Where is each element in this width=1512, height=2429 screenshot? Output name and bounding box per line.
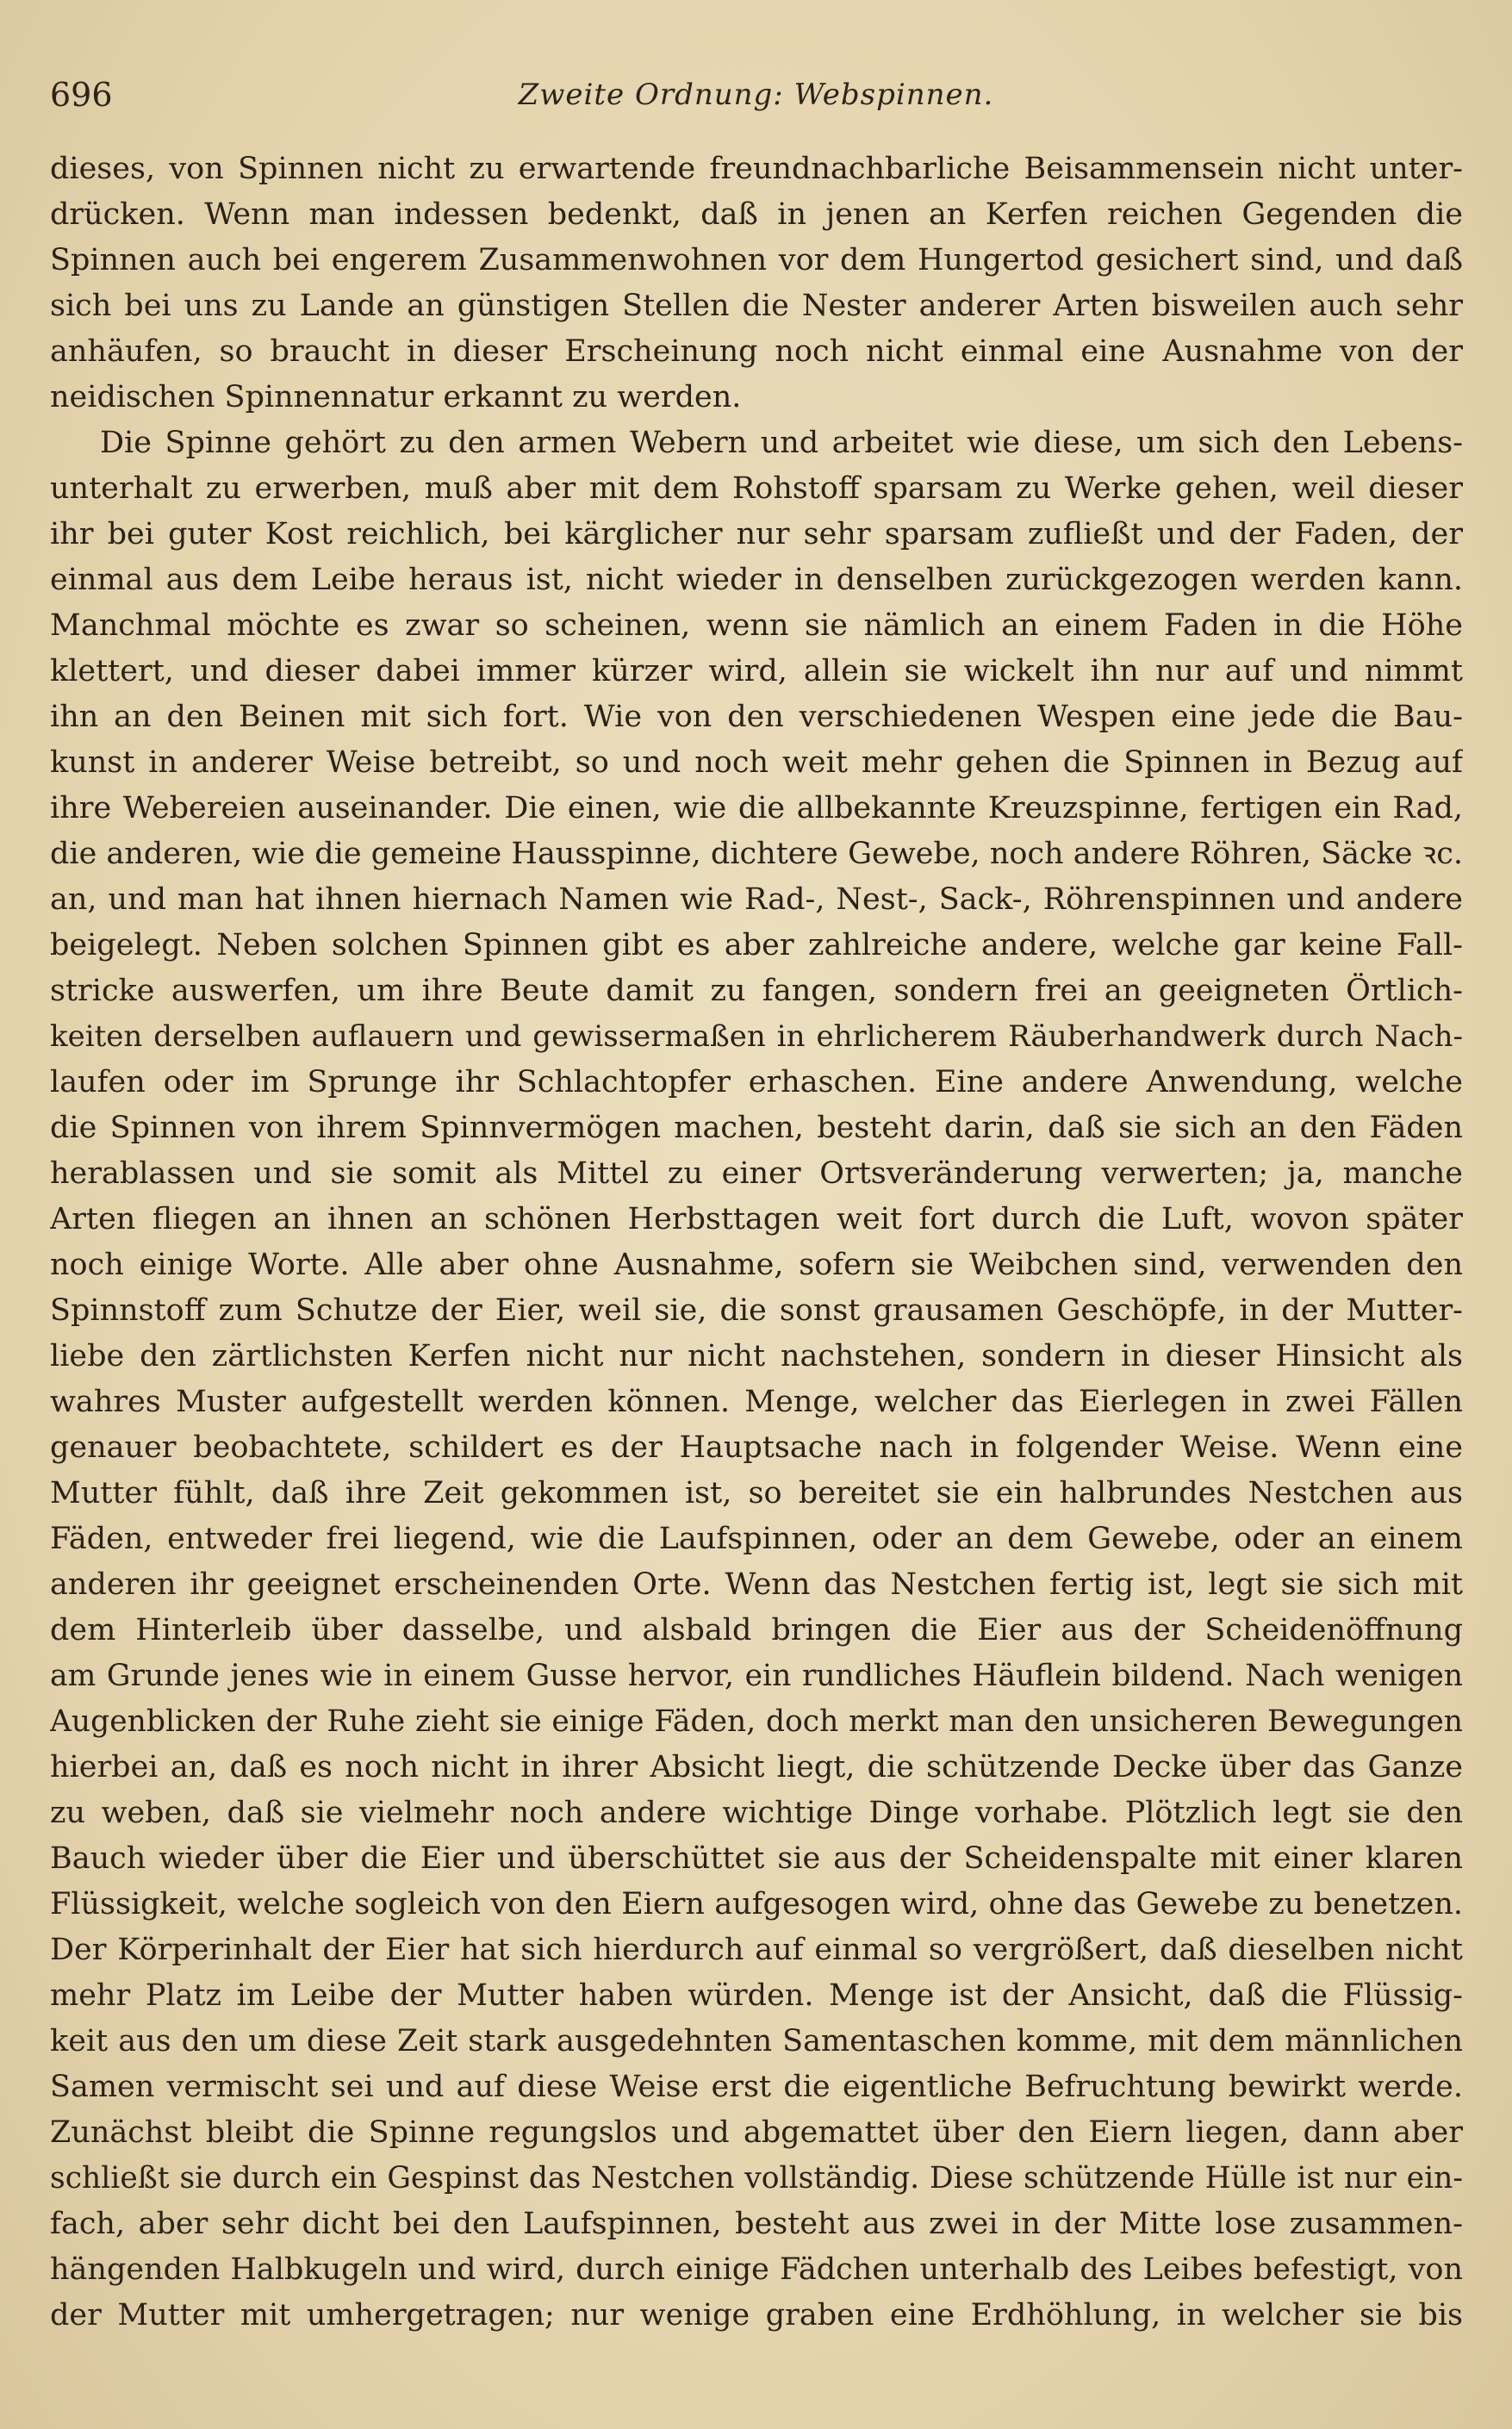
text-line: anderen ihr geeignet erscheinenden Orte. Wenn das Nestchen fertig ist, legt sie sich mit — [50, 1567, 1463, 1602]
text-line: genauer beobachtete, schildert es der Hauptsache nach in folgender Weise. Wenn eine — [50, 1430, 1463, 1465]
text-line: Augenblicken der Ruhe zieht sie einige Fäden, doch merkt man den unsicheren Bewegungen — [50, 1704, 1463, 1739]
paragraph — [50, 146, 1463, 420]
text-line: Bauch wieder über die Eier und überschüttet sie aus der Scheidenspalte mit einer klaren — [50, 1841, 1463, 1876]
text-line: Fäden, entweder frei liegend, wie die Laufspinnen, oder an dem Gewebe, oder an einem — [50, 1522, 1463, 1556]
text-line: dem Hinterleib über dasselbe, und alsbald bringen die Eier aus der Scheidenöffnung — [50, 1613, 1463, 1647]
page-header — [50, 76, 1462, 119]
text-line: die anderen, wie die gemeine Hausspinne, dichtere Gewebe, noch andere Röhren, Säcke ꝛc. — [50, 837, 1463, 871]
text-line: Die Spinne gehört zu den armen Webern und arbeitet wie diese, um sich den Lebens- — [100, 426, 1463, 460]
paragraph — [50, 420, 1463, 2339]
text-line: anhäufen, so braucht in dieser Erscheinung noch nicht einmal eine Ausnahme von der — [50, 334, 1463, 369]
text-line: einmal aus dem Leibe heraus ist, nicht wieder in denselben zurückgezogen werden kann. — [50, 563, 1463, 597]
text-line: Mutter fühlt, daß ihre Zeit gekommen ist, so bereitet sie ein halbrundes Nestchen aus — [50, 1476, 1463, 1510]
text-line: die Spinnen von ihrem Spinnvermögen machen, besteht darin, daß sie sich an den Fäden — [50, 1111, 1463, 1145]
text-line: herablassen und sie somit als Mittel zu einer Ortsveränderung verwerten; ja, manche — [50, 1156, 1463, 1191]
text-line: Spinnstoff zum Schutze der Eier, weil sie, die sonst grausamen Geschöpfe, in der Mutter- — [50, 1293, 1463, 1328]
text-line: beigelegt. Neben solchen Spinnen gibt es aber zahlreiche andere, welche gar keine Fall- — [50, 928, 1463, 962]
text-line: wahres Muster aufgestellt werden können. Menge, welcher das Eierlegen in zwei Fällen — [50, 1385, 1463, 1419]
text-line: Samen vermischt sei und auf diese Weise erst die eigentliche Befruchtung bewirkt werde. — [50, 2070, 1463, 2104]
text-line: dieses, von Spinnen nicht zu erwartende freundnachbarliche Beisammensein nicht unter- — [50, 152, 1463, 186]
text-line: ihr bei guter Kost reichlich, bei kärglicher nur sehr sparsam zufließt und der Faden, der — [50, 517, 1463, 551]
body-text — [50, 146, 1463, 2339]
text-line: noch einige Worte. Alle aber ohne Ausnahme, sofern sie Weibchen sind, verwenden den — [50, 1248, 1463, 1282]
text-line: keiten derselben auflauern und gewissermaßen in ehrlicherem Räuberhandwerk durch Nach- — [50, 1019, 1463, 1054]
text-line: hängenden Halbkugeln und wird, durch einige Fädchen unterhalb des Leibes befestigt, von — [50, 2252, 1463, 2287]
text-line: Manchmal möchte es zwar so scheinen, wenn sie nämlich an einem Faden in die Höhe — [50, 608, 1463, 643]
text-line: keit aus den um diese Zeit stark ausgedehnten Samentaschen komme, mit dem männlichen — [50, 2024, 1463, 2058]
text-line: an, und man hat ihnen hiernach Namen wie Rad-, Nest-, Sack-, Röhrenspinnen und andere — [50, 882, 1463, 917]
text-line: schließt sie durch ein Gespinst das Nestchen vollständig. Diese schützende Hülle ist nur ein- — [50, 2161, 1463, 2195]
text-line: ihn an den Beinen mit sich fort. Wie von den verschiedenen Wespen eine jede die Bau- — [50, 700, 1463, 734]
text-line: am Grunde jenes wie in einem Gusse hervor, ein rundliches Häuflein bildend. Nach wenigen — [50, 1659, 1463, 1693]
text-line: ihre Webereien auseinander. Die einen, wie die allbekannte Kreuzspinne, fertigen ein Rad, — [50, 791, 1463, 825]
page-number: 696 — [50, 76, 113, 114]
text-line: stricke auswerfen, um ihre Beute damit zu fangen, sondern frei an geeigneten Örtlich- — [50, 974, 1463, 1008]
text-line: Zunächst bleibt die Spinne regungslos und abgemattet über den Eiern liegen, dann aber — [50, 2115, 1463, 2150]
text-line: laufen oder im Sprunge ihr Schlachtopfer erhaschen. Eine andere Anwendung, welche — [50, 1065, 1463, 1099]
text-line: sich bei uns zu Lande an günstigen Stellen die Nester anderer Arten bisweilen auch sehr — [50, 289, 1463, 323]
text-line: hierbei an, daß es noch nicht in ihrer Absicht liegt, die schützende Decke über das Ganze — [50, 1750, 1463, 1784]
text-line: neidischen Spinnennatur erkannt zu werden. — [50, 380, 742, 414]
text-line: klettert, und dieser dabei immer kürzer wird, allein sie wickelt ihn nur auf und nimmt — [50, 654, 1463, 688]
text-line: liebe den zärtlichsten Kerfen nicht nur nicht nachstehen, sondern in dieser Hinsicht als — [50, 1339, 1463, 1373]
text-line: der Mutter mit umhergetragen; nur wenige graben eine Erdhöhlung, in welcher sie bis — [50, 2298, 1463, 2332]
text-line: mehr Platz im Leibe der Mutter haben würden. Menge ist der Ansicht, daß die Flüssig- — [50, 1978, 1463, 2013]
text-line: kunst in anderer Weise betreibt, so und noch weit mehr gehen die Spinnen in Bezug auf — [50, 745, 1463, 780]
text-line: Arten fliegen an ihnen an schönen Herbsttagen weit fort durch die Luft, wovon später — [50, 1202, 1463, 1236]
text-line: drücken. Wenn man indessen bedenkt, daß in jenen an Kerfen reichen Gegenden die — [50, 197, 1463, 232]
text-line: zu weben, daß sie vielmehr noch andere wichtige Dinge vorhabe. Plötzlich legt sie den — [50, 1796, 1463, 1830]
text-line: unterhalt zu erwerben, muß aber mit dem Rohstoff sparsam zu Werke gehen, weil dieser — [50, 471, 1463, 506]
text-line: fach, aber sehr dicht bei den Laufspinnen, besteht aus zwei in der Mitte lose zusammen- — [50, 2207, 1463, 2241]
text-line: Der Körperinhalt der Eier hat sich hierdurch auf einmal so vergrößert, daß dieselben nicht — [50, 1933, 1463, 1967]
text-line: Flüssigkeit, welche sogleich von den Eiern aufgesogen wird, ohne das Gewebe zu benetzen. — [50, 1887, 1463, 1921]
text-line: Spinnen auch bei engerem Zusammenwohnen vor dem Hungertod gesichert sind, und daß — [50, 243, 1463, 277]
running-head: Zweite Ordnung: Webspinnen. — [518, 78, 994, 112]
